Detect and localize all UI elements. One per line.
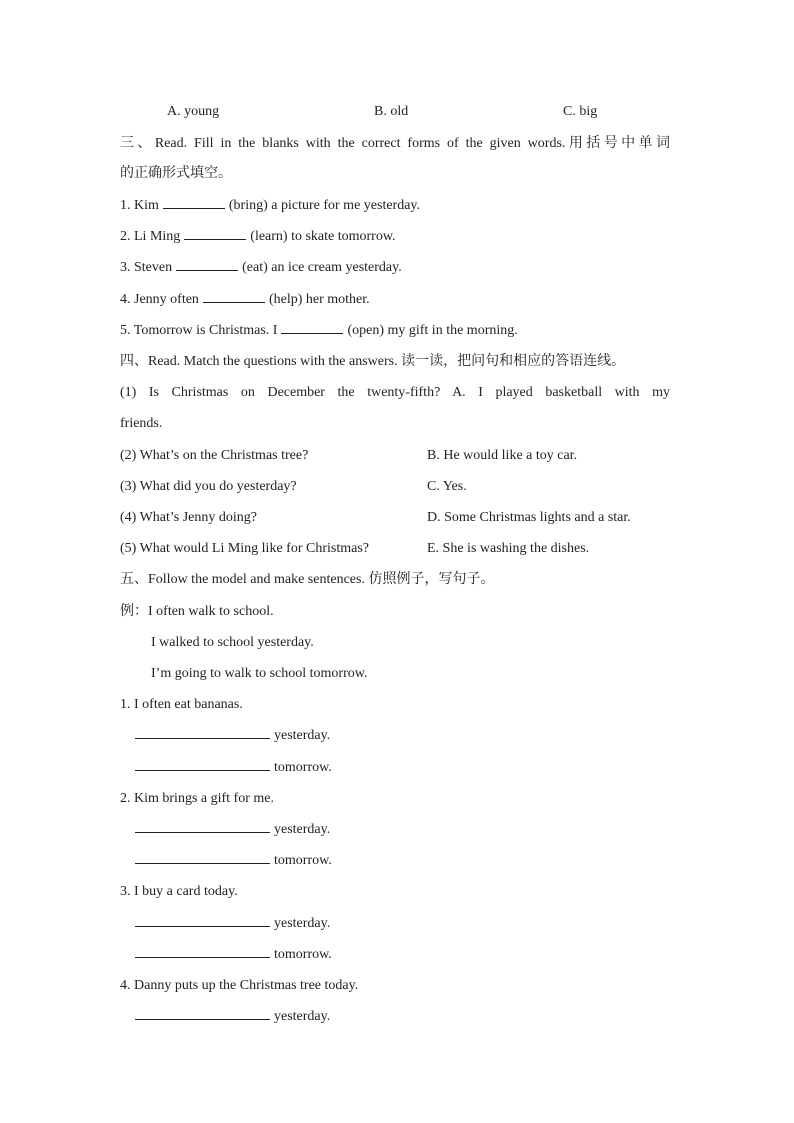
match-answer: C. Yes. <box>427 479 467 494</box>
match-question: (3) What did you do yesterday? <box>120 479 297 494</box>
fill-item: 1. Kim (bring) a picture for me yesterday. <box>120 198 421 213</box>
answer-blank[interactable] <box>135 726 270 739</box>
answer-blank[interactable] <box>135 851 270 864</box>
fill-item: 5. Tomorrow is Christmas. I (open) my gift in the morning. <box>120 323 518 338</box>
answer-blank[interactable] <box>135 758 270 771</box>
match-answer: E. She is washing the dishes. <box>427 541 590 556</box>
answer-blank[interactable] <box>176 258 238 271</box>
sentence-answer-line: yesterday. <box>135 1007 330 1027</box>
match-answer: B. He would like a toy car. <box>427 448 578 463</box>
sentence-answer-line: tomorrow. <box>135 758 332 778</box>
match-question: (4) What’s Jenny doing? <box>120 510 257 525</box>
answer-blank[interactable] <box>135 945 270 958</box>
sentence-prompt: 3. I buy a card today. <box>120 884 238 899</box>
example-line-1: 例：I often walk to school. <box>120 604 274 619</box>
section5-heading: 五、Follow the model and make sentences. 仿照例子，写句子。 <box>120 572 495 587</box>
sentence-answer-line: yesterday. <box>135 726 330 746</box>
match-answer: D. Some Christmas lights and a star. <box>427 510 631 525</box>
match-answer-a-cont: friends. <box>120 416 163 431</box>
example-line-2: I walked to school yesterday. <box>151 635 314 650</box>
match-question: (2) What’s on the Christmas tree? <box>120 448 309 463</box>
fill-item: 2. Li Ming (learn) to skate tomorrow. <box>120 229 396 244</box>
sentence-answer-line: tomorrow. <box>135 945 332 965</box>
fill-item: 3. Steven (eat) an ice cream yesterday. <box>120 260 402 275</box>
answer-blank[interactable] <box>203 290 265 303</box>
answer-blank[interactable] <box>135 820 270 833</box>
sentence-prompt: 2. Kim brings a gift for me. <box>120 791 274 806</box>
sentence-answer-line: yesterday. <box>135 914 330 934</box>
fill-item: 4. Jenny often (help) her mother. <box>120 292 370 307</box>
sentence-prompt: 1. I often eat bananas. <box>120 697 243 712</box>
answer-blank[interactable] <box>135 1007 270 1020</box>
option-c: C. big <box>563 104 598 119</box>
answer-blank[interactable] <box>281 321 343 334</box>
answer-blank[interactable] <box>163 196 225 209</box>
option-a: A. young <box>167 104 220 119</box>
match-question: (5) What would Li Ming like for Christmas? <box>120 541 369 556</box>
sentence-answer-line: yesterday. <box>135 820 330 840</box>
section3-heading: 三、Read. Fill in the blanks with the correct forms of the given words.用括号中单词 <box>120 136 670 151</box>
option-b: B. old <box>374 104 409 119</box>
example-line-3: I’m going to walk to school tomorrow. <box>151 666 368 681</box>
match-question-1: (1) Is Christmas on December the twenty-fifth? A. I played basketball with my <box>120 385 670 400</box>
section4-heading: 四、Read. Match the questions with the answers. 读一读，把问句和相应的答语连线。 <box>120 354 626 369</box>
answer-blank[interactable] <box>135 914 270 927</box>
sentence-prompt: 4. Danny puts up the Christmas tree today. <box>120 978 359 993</box>
section3-heading-cont: 的正确形式填空。 <box>120 166 232 181</box>
answer-blank[interactable] <box>184 227 246 240</box>
sentence-answer-line: tomorrow. <box>135 851 332 871</box>
